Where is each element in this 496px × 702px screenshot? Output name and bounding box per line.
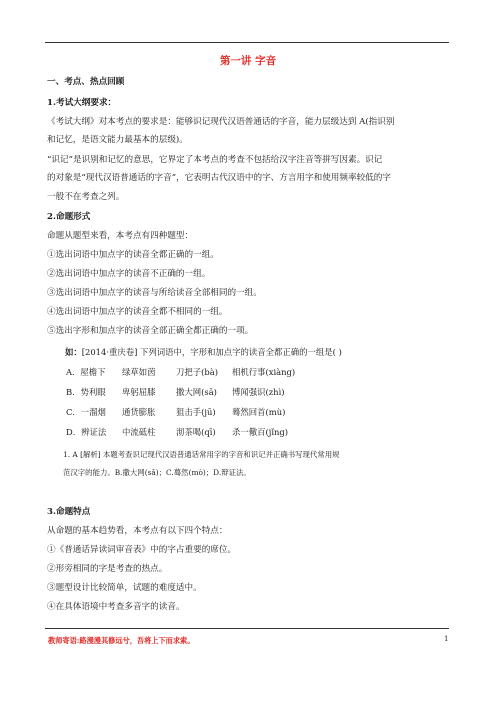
- list-item: ②形旁相同的字是考查的热点。: [47, 564, 168, 574]
- example-question: [65, 346, 342, 358]
- option-cell: 博闻强识(zhì): [232, 387, 285, 397]
- option-cell: C．一溜烟: [66, 407, 106, 417]
- list-item: ⑤选出字形和加点字的读音全部正确全都正确的一项。: [47, 326, 254, 336]
- example-prefix: 如：: [65, 347, 82, 357]
- subheading-question-forms: 2.命题形式: [47, 212, 91, 222]
- paragraph-line: 一般不在考查之列。: [47, 192, 125, 202]
- option-cell: 刀把子(bà): [176, 367, 219, 377]
- footer-rule: [45, 628, 449, 629]
- paragraph-line: 《考试大纲》对本考点的要求是：能够识记现代汉语普通话的字音，能力层级达到 A(指识别: [47, 117, 395, 127]
- paragraph-line: 的对象是“现代汉语普通话的字音”，它表明古代汉语中的字、方言用字和使用频率较低的字: [47, 173, 391, 183]
- option-cell: 撒大网(sā): [176, 387, 217, 397]
- list-item: ②选出词语中加点字的读音不正确的一组。: [47, 269, 211, 279]
- answer-explanation: 范汉字的能力。B.撒大网(sǎ)；C.蓦然(mò)；D.辩证法。: [63, 468, 251, 477]
- page-number: 1: [444, 635, 449, 643]
- option-cell: 中流砥柱: [122, 427, 156, 437]
- list-item: ④选出词语中加点字的读音全都不相同的一组。: [47, 307, 228, 317]
- answer-explanation: 1. A [解析] 本题考查识记现代汉语普通话常用字的字音和识记并正确书写现代常用规: [63, 450, 340, 459]
- option-cell: 卑躬屈膝: [122, 387, 156, 397]
- option-cell: B．势利眼: [66, 387, 106, 397]
- paragraph-line: “识记”是识别和记忆的意思，它界定了本考点的考查不包括给汉字注音等拼写因素。识记: [47, 155, 383, 165]
- footer-motto: 教师寄语:路漫漫其修远兮，吾将上下而求索。: [48, 636, 195, 645]
- paragraph-line: 命题从题型来看，本考点有四种题型：: [47, 231, 194, 241]
- option-cell: A．屋檐下: [66, 367, 106, 377]
- list-item: ①选出词语中加点字的读音全都正确的一组。: [47, 250, 219, 260]
- list-item: ③选出词语中加点字的读音与所给读音全部相同的一组。: [47, 288, 262, 298]
- list-item: ①《普通话异读词审音表》中的字占重要的席位。: [47, 545, 237, 555]
- section-heading: 一、考点、热点回顾: [47, 77, 125, 87]
- subheading-exam-requirements: 1.考试大纲要求：: [47, 98, 117, 108]
- option-cell: D．辨证法: [66, 427, 107, 437]
- option-cell: 沏茶喝(qī): [176, 427, 216, 437]
- option-cell: 蓦然回首(mù): [232, 407, 286, 417]
- paragraph-line: 和记忆，是语文能力最基本的层级)。: [47, 135, 188, 145]
- option-cell: 狙击手(jū): [176, 407, 216, 417]
- option-cell: 杀一儆百(jǐng): [232, 427, 289, 437]
- option-cell: 通货膨胀: [122, 407, 156, 417]
- list-item: ③题型设计比较简单，试题的难度适中。: [47, 583, 202, 593]
- subheading-features: 3.命题特点: [47, 507, 91, 517]
- list-item: ④在具体语境中考查多音字的读音。: [47, 602, 185, 612]
- paragraph-line: 从命题的基本趋势看，本考点有以下四个特点：: [47, 526, 228, 536]
- header-rule: [45, 42, 449, 43]
- option-cell: 绿草如茵: [122, 367, 156, 377]
- example-stem: [2014·重庆卷] 下列词语中，字形和加点字的读音全都正确的一组是( ): [81, 347, 342, 357]
- page-title: 第一讲 字音: [219, 55, 277, 67]
- option-cell: 相机行事(xiàng): [232, 367, 296, 377]
